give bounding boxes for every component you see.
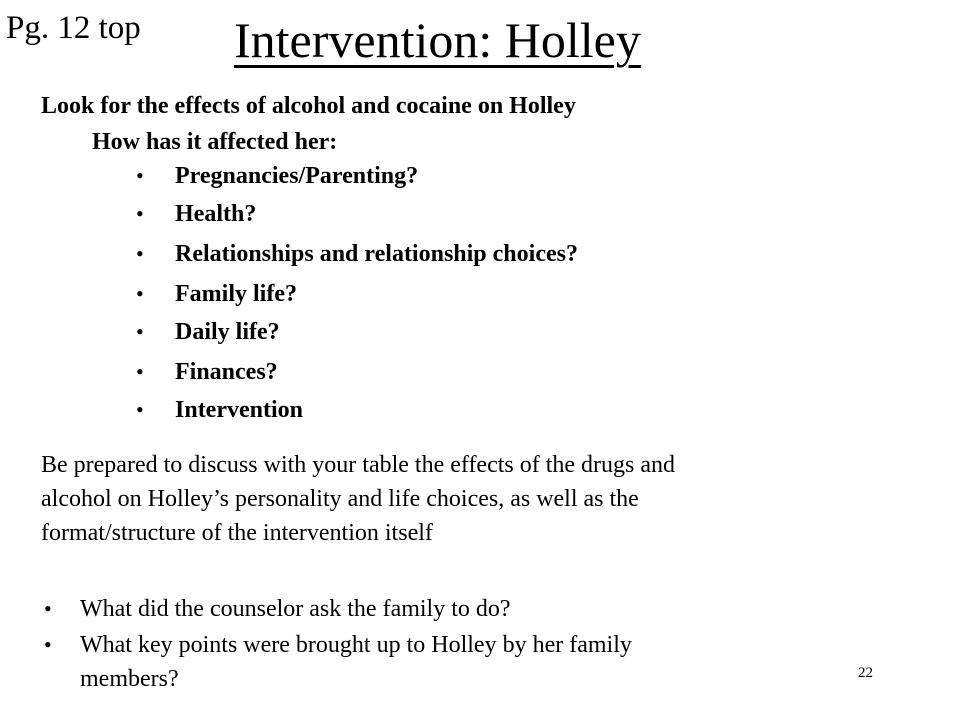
bullet-icon: • — [136, 241, 144, 266]
paragraph-line: Be prepared to discuss with your table the effects of the drugs and — [41, 452, 676, 478]
bullet-icon: • — [136, 359, 144, 384]
intro-subheading: How has it affected her: — [92, 129, 338, 155]
question-text: What key points were brought up to Holley by her family members? — [80, 632, 632, 692]
bullet-icon: • — [136, 397, 144, 422]
list-item-text: Family life? — [175, 281, 297, 307]
discussion-paragraph — [41, 448, 921, 550]
list-item-text: Pregnancies/Parenting? — [175, 163, 419, 189]
bullet-icon: • — [44, 632, 52, 657]
bullet-icon: • — [136, 319, 144, 344]
question-text: What did the counselor ask the family to do? — [80, 596, 511, 622]
list-item-text: Daily life? — [175, 319, 280, 345]
paragraph-line: alcohol on Holley’s personality and life choices, as well as the — [41, 486, 639, 512]
bullet-icon: • — [44, 596, 52, 621]
bullet-icon: • — [136, 201, 144, 226]
list-item-text: Intervention — [175, 397, 303, 423]
paragraph-line: format/structure of the intervention itself — [41, 520, 433, 546]
list-item-text: Finances? — [175, 359, 278, 385]
list-item-text: Relationships and relationship choices? — [175, 241, 578, 267]
bullet-icon: • — [136, 281, 144, 306]
list-item-text: Health? — [175, 201, 257, 227]
slide-number: 22 — [858, 665, 873, 681]
page-reference: Pg. 12 top — [6, 10, 141, 46]
slide-title: Intervention: Holley — [234, 12, 641, 68]
intro-heading: Look for the effects of alcohol and cocaine on Holley — [41, 93, 576, 119]
bullet-icon: • — [136, 163, 144, 188]
